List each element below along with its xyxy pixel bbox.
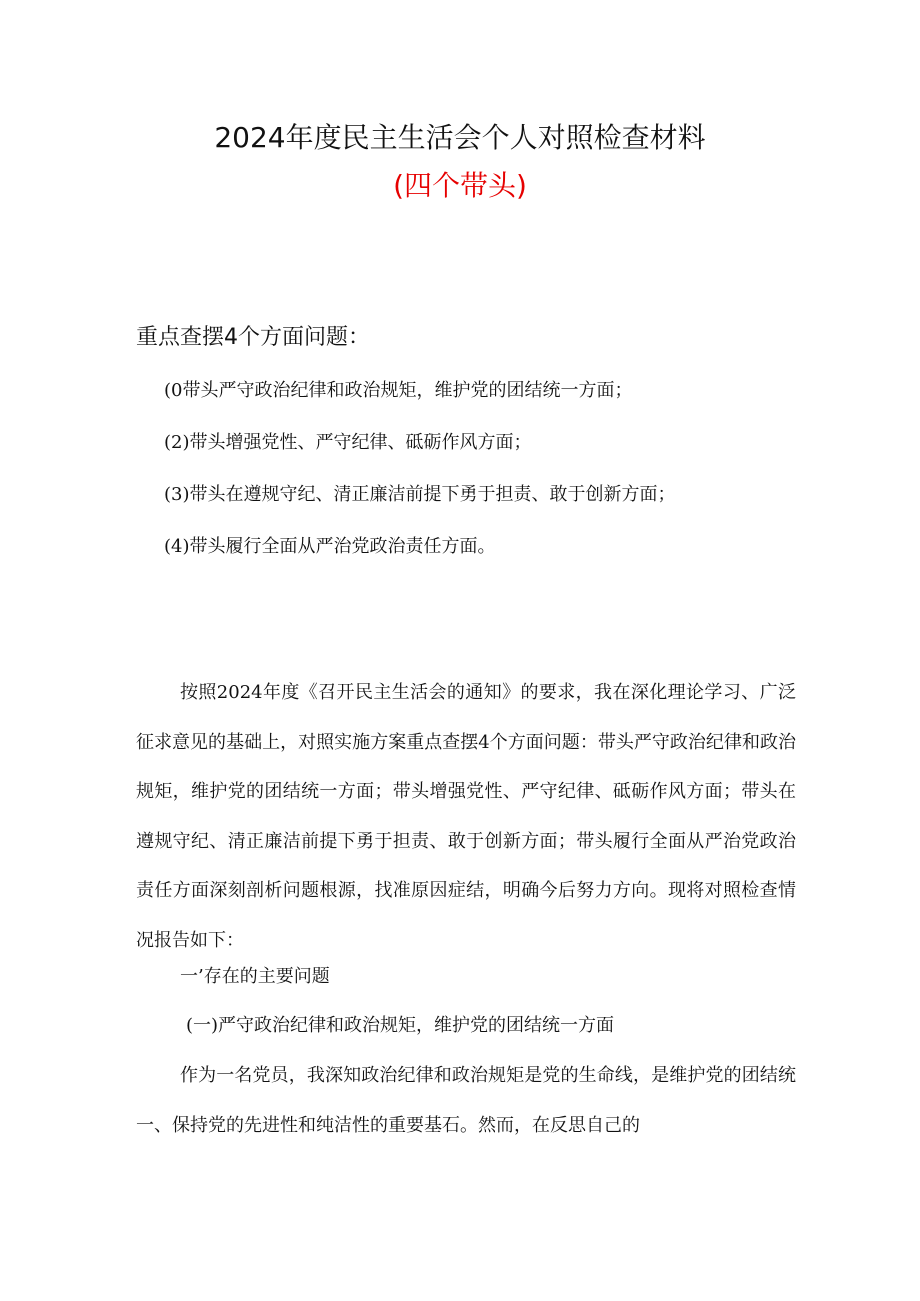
focus-item-3: (3)带头在遵规守纪、清正廉洁前提下勇于担责、敢于创新方面； [164,484,676,505]
section-one-heading: 一’存在的主要问题 [180,966,330,987]
focus-list [164,376,676,584]
focus-item-2: (2)带头增强党性、严守纪律、砥砺作风方面； [164,432,532,453]
document-title: 2024年度民主生活会个人对照检查材料 [214,121,706,154]
section-one-paragraph: 作为一名党员，我深知政治纪律和政治规矩是党的生命线，是维护党的团结统一、保持党的先进性和纯洁性的重要基石。然而，在反思自己的 [136,1065,796,1136]
intro-paragraph: 按照2024年度《召开民主生活会的通知》的要求，我在深化理论学习、广泛征求意见的基础上，对照实施方案重点查摆4个方面问题：带头严守政治纪律和政治规矩，维护党的团结统一方面；带头增强党性、严守纪律、砥砺作风方面；带头在遵规守纪、清正廉洁前提下勇于担责、敢于创新方面；带头履行全面从严治党政治责任方面深刻剖析问题根源，找准原因症结，明确今后努力方向。现将对照检查情况报告如下： [136,682,796,951]
focus-item-1: (0带头严守政治纪律和政治规矩，维护党的团结统一方面； [164,380,633,401]
subsection-one-heading: (一)严守政治纪律和政治规矩，维护党的团结统一方面 [186,1015,615,1036]
focus-item-4: (4)带头履行全面从严治党政治责任方面。 [164,536,496,557]
document-subtitle: (四个带头) [393,169,527,202]
focus-heading: 重点查摆4个方面问题： [136,325,370,350]
